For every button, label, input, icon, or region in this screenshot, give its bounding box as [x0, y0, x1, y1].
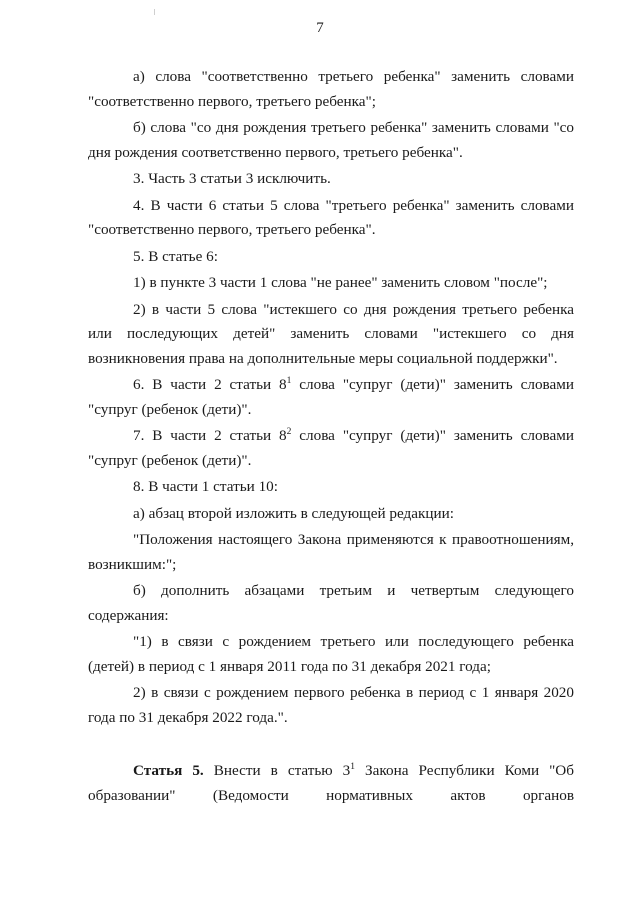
page-number: 7	[316, 20, 324, 36]
paragraph-8b: б) дополнить абзацами третьим и четвертым следующего содержания:	[88, 582, 574, 624]
paragraph-5-1: 1) в пункте 3 части 1 слова "не ранее" заменить словом "после";	[133, 274, 548, 291]
paragraph-8b-item-2: 2) в связи с рождением первого ребенка в период с 1 января 2020 года по 31 декабря 2022 года.".	[88, 684, 574, 726]
paragraph-8b-item-1: "1) в связи с рождением третьего или последующего ребенка (детей) в период с 1 января 2011 года по 31 декабря 2021 года;	[88, 633, 574, 675]
article-5	[88, 759, 574, 808]
paragraph-6	[88, 373, 574, 422]
paragraph-3: 3. Часть 3 статьи 3 исключить.	[133, 170, 331, 187]
paragraph-2a: а) слова "соответственно третьего ребенка" заменить словами "соответственно первого, третьего ребенка";	[88, 68, 574, 110]
article-5-superscript: 1	[350, 762, 356, 772]
article-5-text-b: Закона Республики Коми "Об образовании" (Ведомости нормативных актов органов	[88, 762, 574, 804]
paragraph-7	[88, 424, 574, 473]
article-5-label: Статья 5.	[133, 762, 204, 779]
paragraph-6-text-a: 6. В части 2 статьи 8	[133, 376, 287, 393]
paragraph-5: 5. В статье 6:	[133, 247, 218, 265]
paragraph-7-text-a: 7. В части 2 статьи 8	[133, 427, 287, 444]
paragraph-7-text-b: слова "супруг (дети)" заменить словами "супруг (ребенок (дети)".	[88, 427, 574, 469]
paragraph-6-superscript: 1	[286, 376, 292, 386]
article-5-text-a: Внести в статью 3	[203, 762, 351, 779]
paragraph-7-superscript: 2	[286, 427, 292, 437]
paragraph-4: 4. В части 6 статьи 5 слова "третьего ребенка" заменить словами "соответственно первого, третьего ребенка".	[88, 196, 574, 238]
document-body	[88, 65, 574, 808]
paragraph-6-text-b: слова "супруг (дети)" заменить словами "супруг (ребенок (дети)".	[88, 376, 574, 418]
paragraph-8: 8. В части 1 статьи 10:	[133, 478, 278, 495]
paragraph-2b: б) слова "со дня рождения третьего ребенка" заменить словами "со дня рождения соответственно первого, третьего ребенка".	[88, 119, 574, 161]
scan-mark	[154, 9, 155, 15]
paragraph-5-2: 2) в части 5 слова "истекшего со дня рождения третьего ребенка или последующих детей" заменить словами "истекшего со дня возникновения права на дополнительные меры социальной поддержки".	[88, 300, 574, 367]
paragraph-8a: а) абзац второй изложить в следующей редакции:	[133, 504, 455, 522]
article-gap	[88, 730, 574, 759]
paragraph-8a-quote: "Положения настоящего Закона применяются к правоотношениям, возникшим:";	[88, 531, 574, 573]
